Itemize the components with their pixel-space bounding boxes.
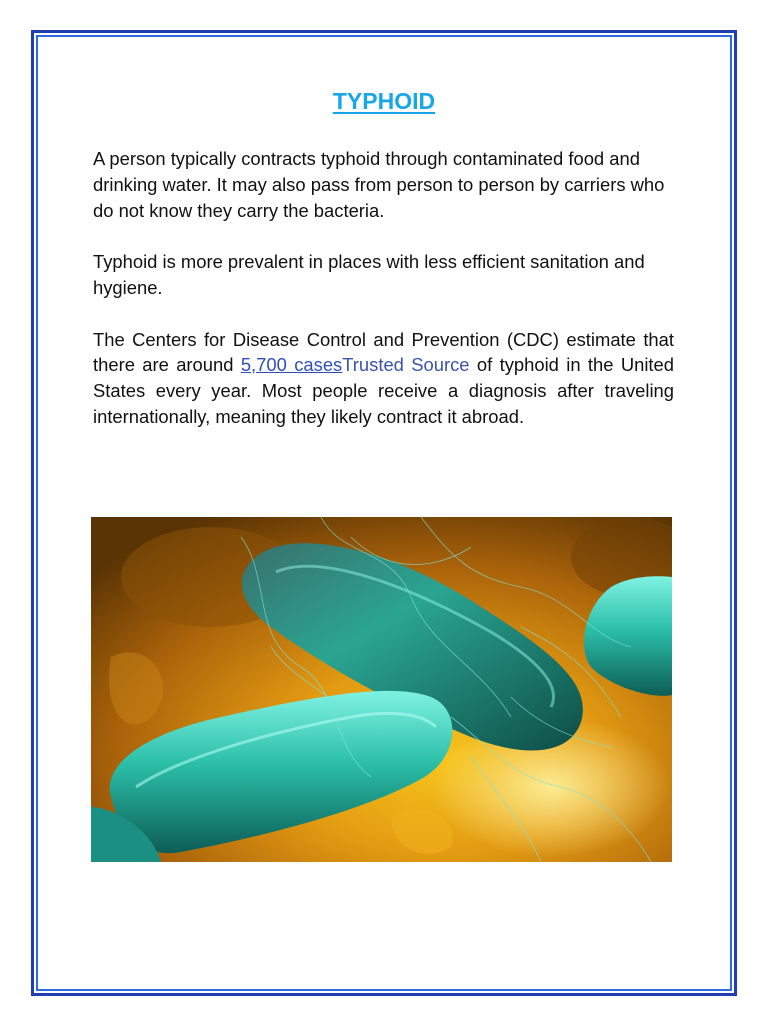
bacteria-illustration: [91, 517, 672, 862]
trusted-source-label[interactable]: Trusted Source: [342, 354, 470, 376]
paragraph-prevalence: Typhoid is more prevalent in places with less efficient sanitation and hygiene.: [93, 251, 645, 298]
document-title: TYPHOID: [332, 88, 436, 114]
cases-link[interactable]: 5,700 cases: [240, 354, 343, 376]
paragraph-cdc-estimate: [93, 327, 674, 430]
paragraph-cdc-text-start: The Centers for Disease Control and Prevention (CDC) estimate that there are around: [93, 328, 674, 376]
document-body: [93, 146, 674, 456]
paragraph-cdc-text-end: of typhoid in the United States every year. Most people receive a diagnosis after traveling internationally, meaning they likely contract it abroad.: [93, 354, 674, 427]
paragraph-transmission: A person typically contracts typhoid through contaminated food and drinking water. It may also pass from person to person by carriers who do not know they carry the bacteria.: [93, 148, 665, 221]
bacteria-illustration-svg: [91, 517, 672, 862]
